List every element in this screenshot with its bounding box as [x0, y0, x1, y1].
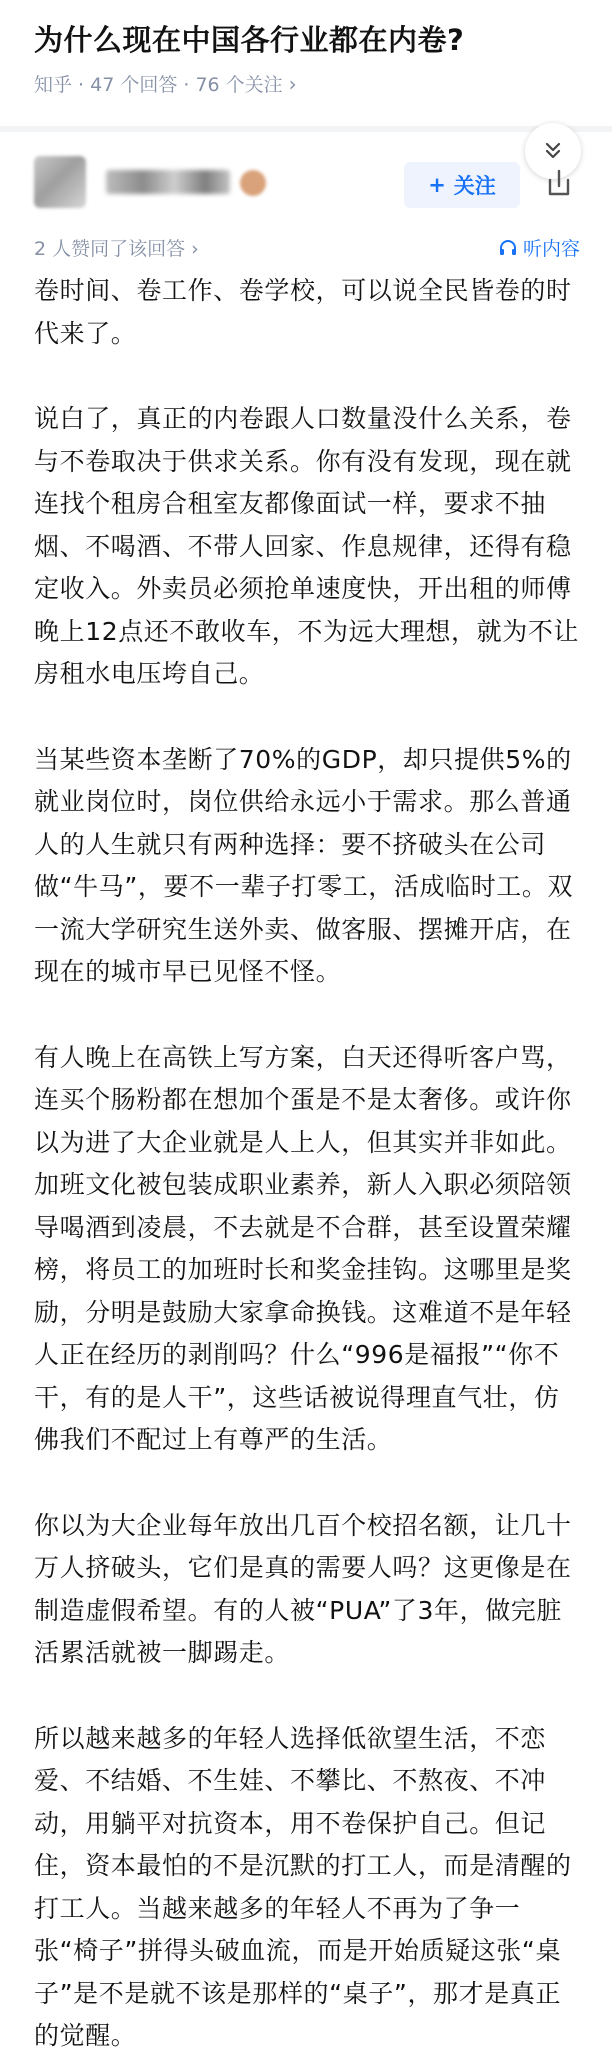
answer-paragraph-1: 卷时间、卷工作、卷学校，可以说全民皆卷的时代来了。	[34, 276, 572, 348]
answer-paragraph-5: 你以为大企业每年放出几百个校招名额，让几十万人挤破头，它们是真的需要人吗？这更像是在制造虚假希望。有的人被“PUA”了3年，做完脏活累活就被一脚踢走。	[34, 1510, 572, 1667]
answer-paragraph-4: 有人晚上在高铁上写方案，白天还得听客户骂，连买个肠粉都在想加个蛋是不是太奢侈。或许你以为进了大企业就是人上人，但其实并非如此。加班文化被包装成职业素养，新人入职必须陪领导喝酒到凌晨，不去就是不合群，甚至设置荣耀榜，将员工的加班时长和奖金挂钩。这哪里是奖励，分明是鼓励大家拿命换钱。这难道不是年轻人正在经历的剥削吗？什么“996是福报”“你不干，有的是人干”，这些话被说得理直气壮，仿佛我们不配过上有尊严的生活。	[34, 1042, 572, 1454]
follow-button[interactable]	[404, 162, 520, 208]
question-header	[0, 0, 612, 124]
question-meta[interactable]	[34, 70, 297, 97]
question-title[interactable]: 为什么现在中国各行业都在内卷?	[34, 23, 465, 57]
section-divider	[0, 126, 612, 132]
headphones-icon	[499, 239, 517, 257]
answer-paragraph-6: 所以越来越多的年轻人选择低欲望生活，不恋爱、不结婚、不生娃、不攀比、不熬夜、不冲动，用躺平对抗资本，用不卷保护自己。但记住，资本最怕的不是沉默的打工人，而是清醒的打工人。当越来越多的年轻人不再为了争一张“椅子”拼得头破血流，而是开始质疑这张“桌子”是不是就不该是那样的“桌子”，那才是真正的觉醒。	[34, 1723, 572, 2050]
author-name[interactable]	[106, 170, 230, 194]
answer-content	[34, 270, 582, 2058]
answer-subheader	[0, 232, 612, 262]
voters-link[interactable]: 2 人赞同了该回答 ›	[34, 238, 199, 260]
author-row	[0, 150, 612, 230]
share-icon[interactable]	[546, 168, 572, 198]
author-badge-icon	[240, 170, 266, 196]
avatar[interactable]	[34, 156, 86, 208]
question-meta-text: 知乎 · 47 个回答 · 76 个关注	[34, 74, 283, 96]
answer-paragraph-2: 说白了，真正的内卷跟人口数量没什么关系，卷与不卷取决于供求关系。你有没有发现，现在就连找个租房合租室友都像面试一样，要求不抽烟、不喝酒、不带人回家、作息规律，还得有稳定收入。外卖员必须抢单速度快，开出租的师傅晚上12点还不敢收车，不为远大理想，就为不让房租水电压垮自己。	[34, 404, 580, 688]
answer-paragraph-3: 当某些资本垄断了70%的GDP，却只提供5%的就业岗位时，岗位供给永远小于需求。那么普通人的人生就只有两种选择：要不挤破头在公司做“牛马”，要不一辈子打零工，活成临时工。双一流大学研究生送外卖、做客服、摆摊开店，在现在的城市早已见怪不怪。	[34, 744, 574, 986]
chevron-right-icon: ›	[288, 72, 297, 96]
follow-label: 关注	[453, 174, 496, 198]
listen-button[interactable]	[499, 234, 580, 261]
listen-label: 听内容	[522, 238, 580, 260]
plus-icon: +	[428, 173, 446, 197]
